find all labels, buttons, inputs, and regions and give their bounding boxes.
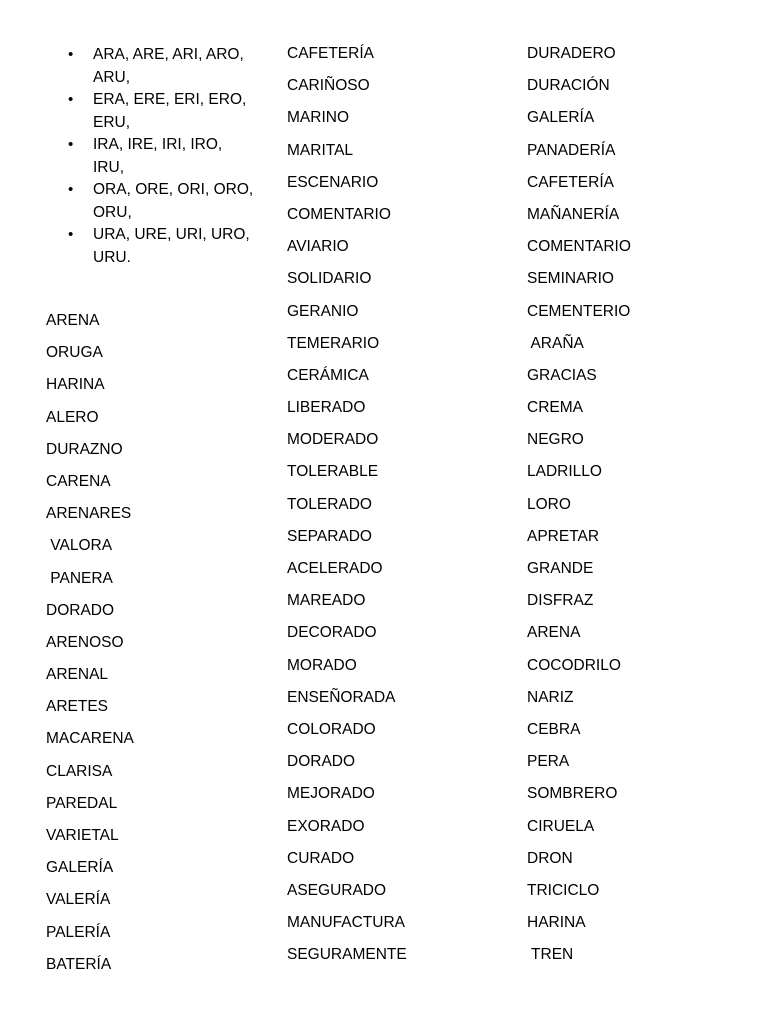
- bullet-item: • URA, URE, URI, URO, URU.: [46, 224, 256, 269]
- bullet-item: • ORA, ORE, ORI, ORO, ORU,: [46, 179, 256, 224]
- word-item: MACARENA: [46, 730, 134, 748]
- word-item: CERÁMICA: [287, 366, 369, 384]
- bullet-item: • IRA, IRE, IRI, IRO, IRU,: [46, 134, 256, 179]
- word-item: TRICICLO: [527, 881, 600, 899]
- word-item: SEMINARIO: [527, 270, 614, 288]
- word-item: ARETES: [46, 698, 109, 716]
- word-item: PERA: [527, 753, 570, 771]
- word-item: MORADO: [287, 656, 357, 674]
- word-item: MAÑANERÍA: [527, 205, 620, 223]
- word-item: SOMBRERO: [527, 785, 618, 803]
- word-item: TEMERARIO: [287, 334, 380, 352]
- word-item: ALERO: [46, 408, 99, 426]
- word-item: VALORA: [46, 537, 113, 555]
- word-item: ESCENARIO: [287, 173, 379, 191]
- word-item: PANERA: [46, 569, 113, 587]
- word-item: COLORADO: [287, 720, 376, 738]
- word-item: ACELERADO: [287, 560, 383, 577]
- word-item: AVIARIO: [287, 238, 349, 256]
- word-item: BATERÍA: [46, 955, 112, 973]
- word-column-3: [527, 44, 631, 977]
- word-item: GRANDE: [527, 560, 594, 577]
- bullet-item: • ARA, ARE, ARI, ARO, ARU,: [46, 44, 256, 89]
- word-item: COCODRILO: [527, 656, 621, 674]
- word-item: EXORADO: [287, 817, 365, 835]
- word-item: MODERADO: [287, 431, 379, 449]
- word-item: HARINA: [527, 914, 586, 932]
- word-item: TREN: [527, 946, 574, 964]
- word-item: SEGURAMENTE: [287, 946, 407, 964]
- word-item: DORADO: [46, 601, 115, 619]
- word-item: DURACIÓN: [527, 77, 610, 95]
- word-item: MANUFACTURA: [287, 914, 405, 932]
- word-item: ARENA: [46, 312, 100, 329]
- word-item: ORUGA: [46, 344, 103, 362]
- word-column-1: [46, 311, 134, 987]
- word-item: CIRUELA: [527, 817, 595, 835]
- word-item: MEJORADO: [287, 785, 375, 803]
- word-item: ARENAL: [46, 666, 109, 684]
- syllable-bullet-list: [46, 44, 256, 269]
- word-item: LORO: [527, 495, 571, 513]
- word-item: ARAÑA: [527, 334, 584, 352]
- word-item: ARENOSO: [46, 633, 124, 651]
- word-item: ARENARES: [46, 505, 132, 523]
- word-item: COMENTARIO: [527, 238, 631, 256]
- word-item: CEBRA: [527, 720, 581, 738]
- word-item: LADRILLO: [527, 463, 602, 481]
- word-item: NARIZ: [527, 688, 574, 706]
- word-item: MARINO: [287, 109, 349, 127]
- word-item: CREMA: [527, 399, 583, 417]
- word-item: PANADERÍA: [527, 141, 616, 159]
- word-item: ARENA: [527, 624, 581, 642]
- word-item: DISFRAZ: [527, 592, 594, 610]
- word-item: COMENTARIO: [287, 205, 391, 223]
- word-item: VARIETAL: [46, 827, 119, 844]
- word-item: CEMENTERIO: [527, 302, 631, 320]
- word-item: TOLERADO: [287, 495, 372, 513]
- word-item: ENSEÑORADA: [287, 688, 396, 706]
- word-item: CLARISA: [46, 762, 113, 780]
- word-item: MAREADO: [287, 592, 366, 610]
- word-item: DORADO: [287, 753, 356, 771]
- word-item: LIBERADO: [287, 399, 366, 417]
- bullet-item: • ERA, ERE, ERI, ERO, ERU,: [46, 89, 256, 134]
- word-item: CAFETERÍA: [527, 173, 614, 191]
- word-item: DURAZNO: [46, 440, 123, 458]
- word-item: DRON: [527, 849, 573, 867]
- word-item: CURADO: [287, 849, 355, 867]
- word-item: GALERÍA: [527, 109, 595, 127]
- word-item: CARENA: [46, 472, 111, 490]
- word-item: GALERÍA: [46, 859, 114, 877]
- word-item: PALERÍA: [46, 923, 111, 941]
- word-item: HARINA: [46, 376, 105, 394]
- word-item: SEPARADO: [287, 527, 372, 545]
- word-column-2: [287, 44, 407, 977]
- word-item: PAREDAL: [46, 794, 118, 812]
- word-item: GRACIAS: [527, 366, 597, 384]
- word-item: NEGRO: [527, 431, 584, 449]
- word-item: SOLIDARIO: [287, 270, 372, 288]
- word-item: TOLERABLE: [287, 463, 379, 481]
- word-item: APRETAR: [527, 527, 600, 545]
- word-item: CAFETERÍA: [287, 45, 374, 62]
- word-item: GERANIO: [287, 302, 359, 320]
- word-item: CARIÑOSO: [287, 77, 370, 95]
- word-item: DECORADO: [287, 624, 377, 642]
- word-item: ASEGURADO: [287, 881, 387, 899]
- word-item: DURADERO: [527, 45, 616, 62]
- word-item: VALERÍA: [46, 891, 111, 909]
- word-item: MARITAL: [287, 141, 354, 159]
